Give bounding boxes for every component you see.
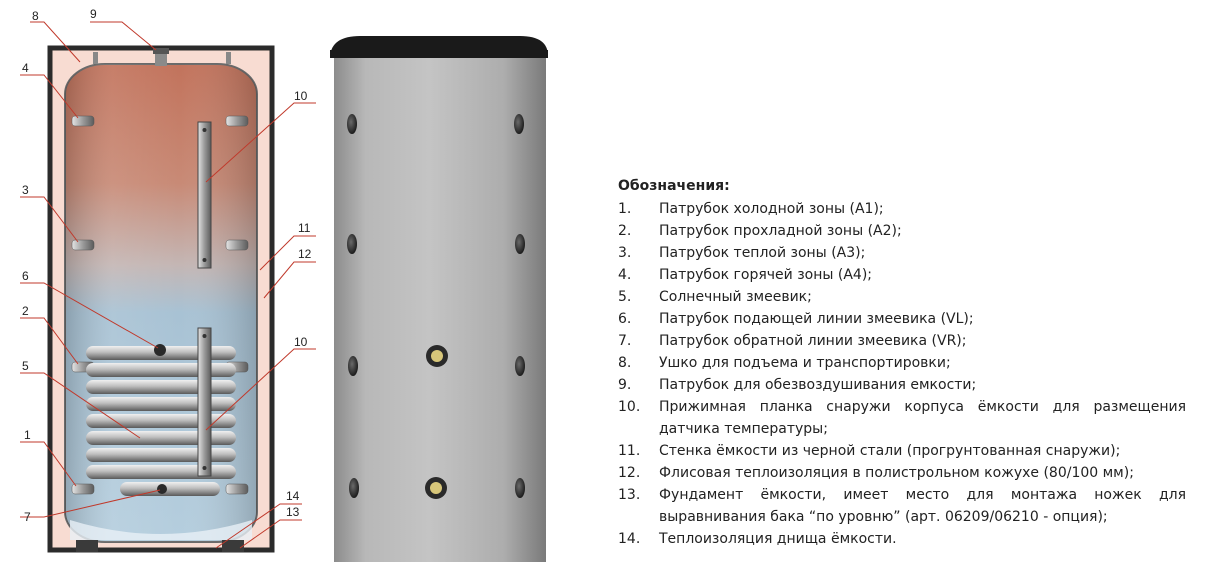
callout-5: 5 <box>22 359 29 373</box>
legend-item: 14. Теплоизоляция днища ёмкости. <box>618 531 897 547</box>
legend-item: 2. Патрубок прохладной зоны (А2); <box>618 223 902 239</box>
buffer-tank-diagram <box>0 0 600 587</box>
sensor-clamp-bar-lower <box>198 328 211 476</box>
legend-item: 11. Стенка ёмкости из черной стали (прогрунтованная снаружи); <box>618 443 1121 459</box>
legend-title: Обозначения: <box>618 178 730 194</box>
tank-foot-left <box>76 540 98 552</box>
legend-item: 4. Патрубок горячей зоны (А4); <box>618 267 872 283</box>
callout-7: 7 <box>24 510 31 524</box>
callout-12: 12 <box>298 247 312 261</box>
legend-item: 5. Солнечный змеевик; <box>618 289 812 305</box>
legend-item: 12. Флисовая теплоизоляция в полистрольном кожухе (80/100 мм); <box>618 465 1134 481</box>
vent-pipe <box>155 52 167 66</box>
callout-3: 3 <box>22 183 29 197</box>
callout-4: 4 <box>22 61 29 75</box>
callout-8: 8 <box>32 9 39 23</box>
callout-14: 14 <box>286 489 300 503</box>
callout-9: 9 <box>90 7 97 21</box>
legend-item: 9. Патрубок для обезвоздушивания емкости; <box>618 377 977 393</box>
solar-coil <box>86 346 236 496</box>
legend-item: 8. Ушко для подъема и транспортировки; <box>618 355 951 371</box>
legend-item: 6. Патрубок подающей линии змеевика (VL); <box>618 311 974 327</box>
cutaway-tank <box>50 48 272 552</box>
legend-item: 3. Патрубок теплой зоны (А3); <box>618 245 866 261</box>
legend-item: 13. Фундамент ёмкости, имеет место для монтажа ножек для выравнивания бака “по уровню” (арт. 06209/06210 - опция); <box>618 487 1186 525</box>
coil-return-port <box>157 484 167 494</box>
sensor-clamp-bar-upper <box>198 122 211 268</box>
callout-11: 11 <box>298 221 311 235</box>
exterior-tank <box>330 36 548 562</box>
legend-item: 10. Прижимная планка снаружи корпуса ёмкости для размещения датчика температуры; <box>618 399 1186 437</box>
legend-list <box>618 198 1186 550</box>
legend <box>618 176 1186 550</box>
coil-flow-port <box>154 344 166 356</box>
callout-1: 1 <box>24 428 31 442</box>
callout-6: 6 <box>22 269 29 283</box>
callout-2: 2 <box>22 304 29 318</box>
legend-item: 1. Патрубок холодной зоны (А1); <box>618 201 884 217</box>
lifting-lug <box>93 52 98 64</box>
legend-item: 7. Патрубок обратной линии змеевика (VR); <box>618 333 967 349</box>
callout-13: 13 <box>286 505 300 519</box>
callout-10-lower: 10 <box>294 335 308 349</box>
callout-10-upper: 10 <box>294 89 308 103</box>
